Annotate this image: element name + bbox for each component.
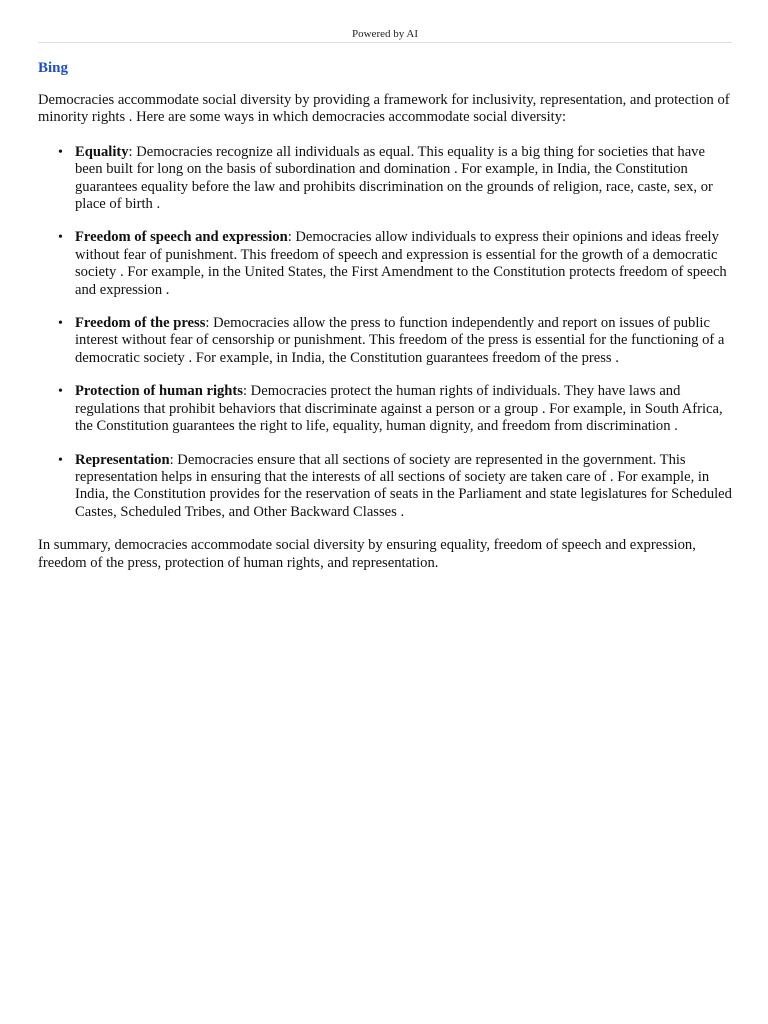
list-item-freedom-of-speech — [38, 229, 732, 299]
bullet-icon: • — [58, 452, 63, 468]
bullet-icon: • — [58, 230, 63, 246]
bullet-icon: • — [58, 384, 63, 400]
point-text: : Democracies protect the human rights of individuals. They have laws and regulations that prohibit behaviors that discriminate against a person or a group . For example, in South Africa, the Constitution guarantees the right to life, equality, human dignity, and freedom from discrimination . — [75, 383, 723, 435]
points-list — [38, 144, 732, 521]
point-term: Freedom of speech and expression — [75, 229, 288, 246]
point-text: : Democracies recognize all individuals as equal. This equality is a big thing for societies that have been built for long on the basis of subordination and domination . For example, in India, the Constitution guarantees equality before the law and prohibits discrimination on the grounds of religion, race, caste, sex, or place of birth . — [75, 143, 713, 213]
summary-paragraph: In summary, democracies accommodate social diversity by ensuring equality, freedom of speech and expression, freedom of the press, protection of human rights, and representation. — [38, 537, 696, 571]
bullet-icon: • — [58, 144, 63, 160]
point-term: Freedom of the press — [75, 315, 206, 332]
list-item-representation — [38, 452, 732, 522]
point-text: : Democracies allow the press to function independently and report on issues of public interest without fear of censorship or punishment. This freedom of the press is essential for the functioning of a democratic society . For example, in India, the Constitution guarantees freedom of the press . — [75, 315, 725, 366]
point-term: Representation — [75, 451, 170, 468]
document-page — [38, 0, 732, 587]
list-item-human-rights — [38, 383, 732, 435]
header-divider — [38, 42, 732, 43]
point-term: Equality — [75, 143, 129, 160]
bullet-icon: • — [58, 316, 63, 332]
point-text: : Democracies allow individuals to express their opinions and ideas freely without fear of punishment. This freedom of speech and expression is essential for the growth of a democratic society . For example, in the United States, the First Amendment to the Constitution protects freedom of speech and expression . — [75, 229, 727, 298]
list-item-freedom-of-press — [38, 315, 732, 367]
intro-paragraph: Democracies accommodate social diversity by providing a framework for inclusivity, representation, and protection of minority rights . Here are some ways in which democracies accommodate social diversity: — [38, 92, 730, 126]
brand-title: Bing — [38, 60, 69, 76]
powered-by-header: Powered by AI — [352, 28, 418, 40]
point-text: : Democracies ensure that all sections of society are represented in the government. This representation helps in ensuring that the interests of all sections of society are taken care of . For example, in India, the Constitution provides for the reservation of seats in the Parliament and state legislatures for Scheduled Castes, Scheduled Tribes, and Other Backward Classes . — [75, 451, 732, 520]
list-item-equality — [38, 144, 732, 214]
point-term: Protection of human rights — [75, 383, 243, 400]
